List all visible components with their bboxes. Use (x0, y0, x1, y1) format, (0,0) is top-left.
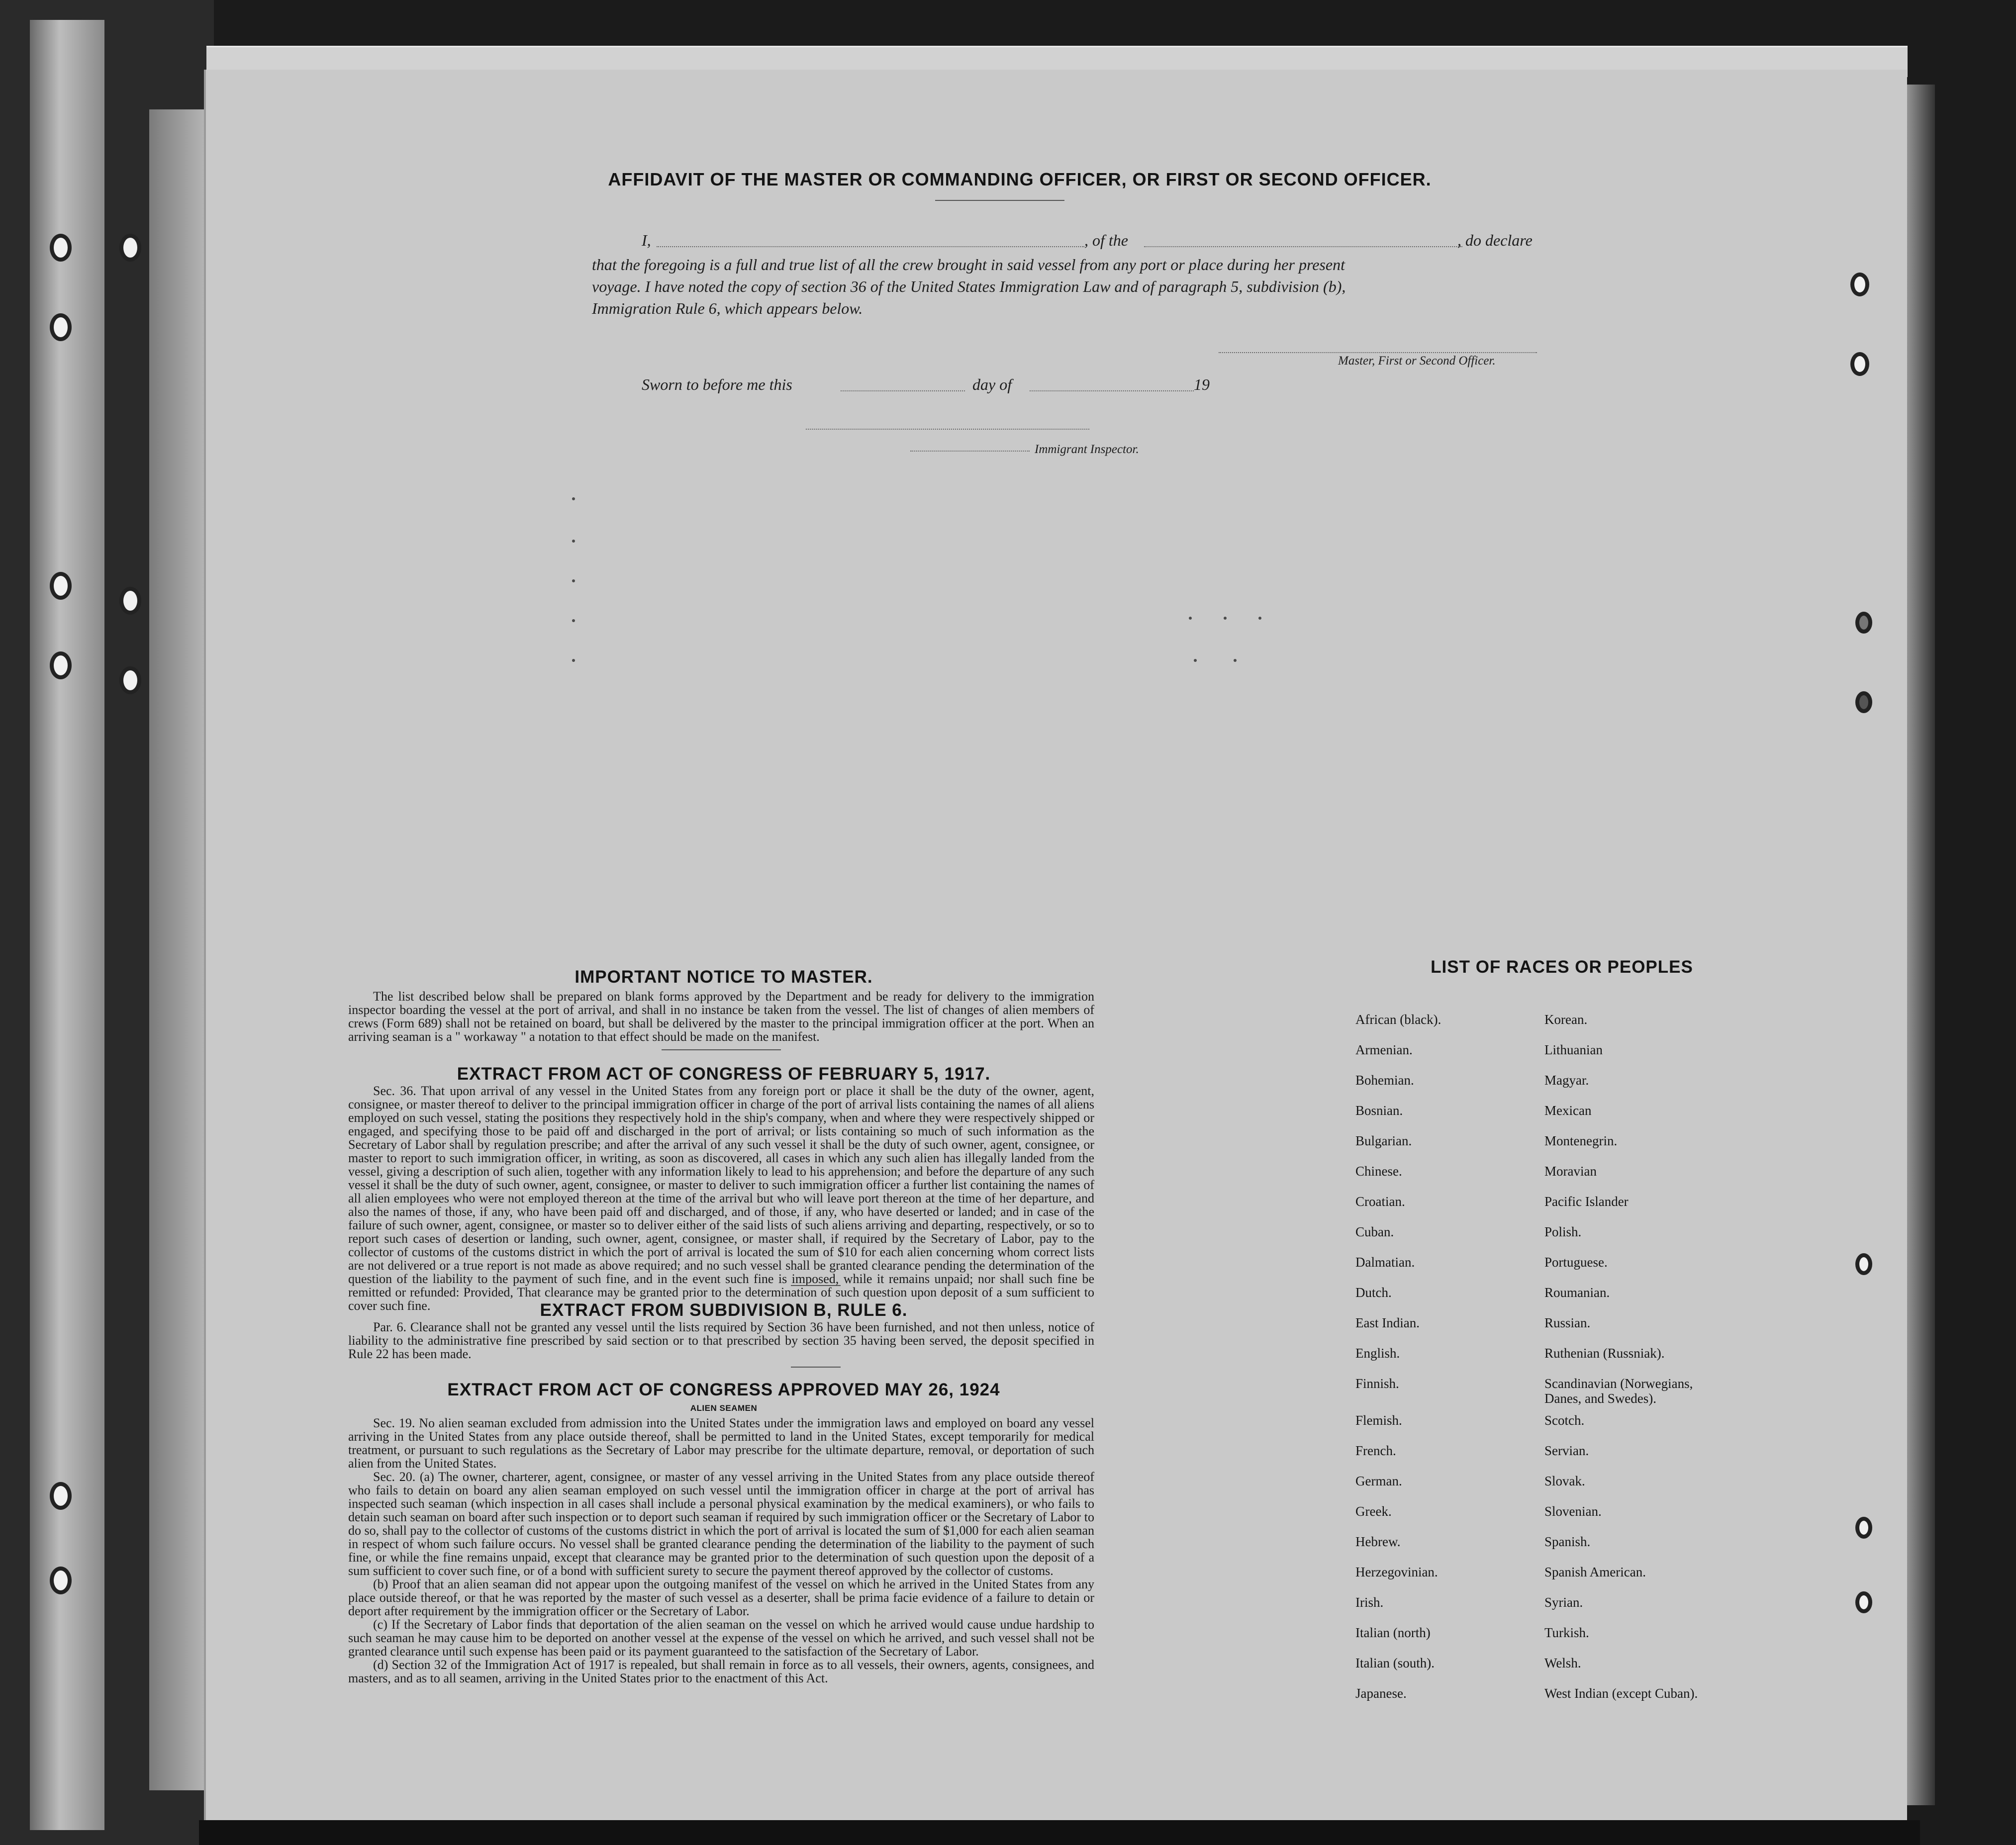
race-item: Korean. (1544, 1012, 1588, 1027)
punch-hole (119, 666, 141, 694)
race-item: Italian (north) (1355, 1625, 1431, 1640)
affiant-i-label: I, (642, 231, 651, 249)
bleed-dot (572, 540, 575, 543)
affidavit-statement (592, 254, 1612, 319)
vessel-name-line[interactable] (1144, 246, 1462, 247)
race-item: Polish. (1544, 1224, 1582, 1239)
race-item: Bulgarian. (1355, 1133, 1412, 1148)
extract-1924-subtitle: ALIEN SEAMEN (690, 1403, 758, 1413)
race-item: East Indian. (1355, 1315, 1420, 1330)
sworn-day-line[interactable] (841, 390, 965, 391)
race-item: Montenegrin. (1544, 1133, 1618, 1148)
race-item: Slovak. (1544, 1474, 1585, 1488)
divider (791, 1285, 841, 1286)
punch-hole (1855, 612, 1872, 634)
race-item: Servian. (1544, 1443, 1589, 1458)
notice-title: IMPORTANT NOTICE TO MASTER. (575, 967, 873, 987)
race-item: Greek. (1355, 1504, 1392, 1519)
punch-hole (50, 1482, 72, 1510)
inspector-signature-line[interactable] (806, 429, 1089, 430)
master-signature-line[interactable] (1219, 352, 1537, 353)
inspector-signature-line-2[interactable] (910, 451, 1030, 452)
races-list-left (1355, 1012, 1520, 1716)
extract-1917-text: Sec. 36. That upon arrival of any vessel in the United States from any foreign port or place it shall be the duty of the owner, agent, consignee, or master thereof to deliver to the principal immigration officer in charge of the port of arrival lists containing the names of all aliens employed on such vessel, stating the positions they respectively hold in the ship's company, when and where they were respectively shipped or engaged, and specifying those to be paid off and discharged in the port of arrival; or lists containing so much of such information as the Secretary of Labor shall by regulation prescribe; and after the arrival of any such vessel it shall be the duty of such owner, agent, consignee, or master to report to such immigration officer, in writing, as soon as discovered, all cases in which any such alien has illegally landed from the vessel, giving a description of such alien, together with any information likely to lead to his apprehension; and before the departure of any such vessel it shall be the duty of such owner, agent, consignee, or master to deliver to such immigration officer a further list containing the names of all alien employees who were not employed thereon at the time of the arrival but who will leave port thereon at the time of her departure, and also the names of those, if any, who have been paid off and discharged, and of those, if any, who have deserted or landed; and in case of the failure of such owner, agent, consignee, or master so to deliver either of the said lists of such aliens arriving and departing, respectively, or so to report such cases of desertion or landing, such owner, agent, consignee, or master shall, if required by the Secretary of Labor, pay to the collector of customs of the customs district in which the port of arrival is located the sum of $10 for each alien concerning whom correct lists are not delivered or a true report is not made as above required; and no such vessel shall be granted clearance pending the determination of the question of the liability to the payment of such fine, and in the event such fine is imposed, while it remains unpaid; nor shall such fine be remitted or refunded: Provided, That clearance may be granted prior to the determination of such question upon deposit of a sum sufficient to cover such fine. (348, 1084, 1094, 1313)
race-item: Pacific Islander (1544, 1194, 1629, 1209)
punch-hole (50, 1567, 72, 1594)
bleed-dot (1258, 617, 1261, 620)
race-item: Scotch. (1544, 1413, 1585, 1428)
punch-hole (1855, 691, 1872, 713)
race-item: Croatian. (1355, 1194, 1405, 1209)
race-item: French. (1355, 1443, 1396, 1458)
extract-1924-title: EXTRACT FROM ACT OF CONGRESS APPROVED MAY 26, 1924 (447, 1380, 1000, 1399)
of-the-label: , of the (1084, 231, 1128, 249)
punch-hole (1855, 1253, 1872, 1275)
page-right-shadow (1905, 85, 1935, 1805)
extract-1924-paragraph: (b) Proof that an alien seaman did not appear upon the outgoing manifest of the vessel on which he arrived in the United States from any place outside thereof, or that he was reported by the master of such vessel as a deserter, shall be prima facie evidence of a failure to detain or deport after requirement by the immigration officer or the Secretary of Labor. (348, 1577, 1094, 1618)
bleed-dot (1234, 659, 1237, 662)
race-item: English. (1355, 1346, 1400, 1361)
punch-hole (50, 572, 72, 600)
divider (791, 1367, 841, 1368)
race-item: Dutch. (1355, 1285, 1392, 1300)
bleed-dot (1194, 659, 1197, 662)
divider (935, 200, 1064, 201)
race-item: Ruthenian (Russniak). (1544, 1346, 1665, 1361)
stacked-page-edges (149, 109, 209, 1790)
punch-hole (50, 234, 72, 262)
races-title: LIST OF RACES OR PEOPLES (1431, 957, 1693, 977)
race-item: Portuguese. (1544, 1255, 1608, 1270)
sworn-month-line[interactable] (1030, 390, 1194, 391)
bleed-dot (572, 497, 575, 500)
extract-rule6-title: EXTRACT FROM SUBDIVISION B, RULE 6. (540, 1300, 908, 1320)
race-item: Spanish. (1544, 1534, 1591, 1549)
page-bottom-shadow (199, 1820, 1920, 1845)
bleed-dot (572, 619, 575, 622)
race-item: Herzegovinian. (1355, 1565, 1438, 1579)
bleed-dot (572, 659, 575, 662)
statement-line: that the foregoing is a full and true list of all the crew brought in said vessel from any port or place during her present (592, 256, 1345, 274)
year-label: 19 (1194, 375, 1210, 393)
affidavit-title: AFFIDAVIT OF THE MASTER OR COMMANDING OFFICER, OR FIRST OR SECOND OFFICER. (608, 169, 1432, 189)
extract-1917-title: EXTRACT FROM ACT OF CONGRESS OF FEBRUARY 5, 1917. (457, 1064, 991, 1084)
race-item: Syrian. (1544, 1595, 1583, 1610)
punch-hole (119, 587, 141, 615)
binder-spine (30, 20, 104, 1830)
race-item: Cuban. (1355, 1224, 1394, 1239)
extract-1924-paragraph: (d) Section 32 of the Immigration Act of 1917 is repealed, but shall remain in force as to all vessels, their owners, agents, consignees, and masters, and as to all seamen, arriving in the United States prior to the enactment of this Act. (348, 1658, 1094, 1685)
race-item: Russian. (1544, 1315, 1591, 1330)
extract-1924-body (348, 1416, 1094, 1685)
race-item: Japanese. (1355, 1686, 1407, 1701)
extract-1924-paragraph: (c) If the Secretary of Labor finds that deportation of the alien seaman on the vessel on which he arrived would cause undue hardship to such seaman he may cause him to be deported on another vessel at the expense of the vessel on which he arrived, and such vessel shall not be granted clearance until such expense has been paid or its payment guaranteed to the satisfaction of the Secretary of Labor. (348, 1617, 1094, 1659)
declare-label: , do declare (1457, 231, 1533, 249)
race-item: Spanish American. (1544, 1565, 1646, 1579)
race-item: Bosnian. (1355, 1103, 1403, 1118)
statement-line: voyage. I have noted the copy of section 36 of the United States Immigration Law and of paragraph 5, subdivision (b), (592, 277, 1346, 295)
race-item: Mexican (1544, 1103, 1592, 1118)
inspector-label: Immigrant Inspector. (1035, 443, 1139, 456)
race-item: Turkish. (1544, 1625, 1589, 1640)
statement-line: Immigration Rule 6, which appears below. (592, 299, 863, 317)
divider (662, 1049, 781, 1050)
race-item: Hebrew. (1355, 1534, 1401, 1549)
extract-1924-paragraph: Sec. 20. (a) The owner, charterer, agent, consignee, or master of any vessel arriving in the United States from any place outside thereof who fails to detain on board any alien seaman employed on such vessel until the immigration officer in charge at the port of arrival has inspected such seaman (which inspection in all cases shall include a personal physical examination by the medical examiners), or who fails to detain such seaman on board after such inspection or to deport such seaman if required by such immigration officer or the Secretary of Labor to do so, shall pay to the collector of customs of the customs district in which the port of arrival is located the sum of $1,000 for each alien seaman in respect of whom such failure occurs. No vessel shall be granted clearance pending the determination of the liability to the payment of such fine, or while the fine remains unpaid, except that clearance may be granted prior to the determination of such question upon the deposit of a sum sufficient to cover such fine, or of a bond with sufficient surety to secure the payment thereof approved by the collector of customs. (348, 1470, 1094, 1578)
race-item: Moravian (1544, 1164, 1597, 1179)
race-item: Bohemian. (1355, 1073, 1414, 1088)
bleed-dot (1189, 617, 1192, 620)
race-item: Welsh. (1544, 1656, 1581, 1670)
sworn-label: Sworn to before me this (642, 375, 792, 393)
extract-1924-paragraph: Sec. 19. No alien seaman excluded from admission into the United States under the immigration laws and employed on board any vessel arriving in the United States from any place outside thereof, shall be permitted to land in the United States, except temporarily for medical treatment, or pursuant to such regulations as the Secretary of Labor may prescribe for the ultimate departure, removal, or deportation of such alien from the United States. (348, 1416, 1094, 1471)
race-item: Flemish. (1355, 1413, 1402, 1428)
race-item: Finnish. (1355, 1376, 1399, 1391)
race-item: German. (1355, 1474, 1402, 1488)
punch-hole (1855, 1517, 1872, 1539)
punch-hole (1855, 1591, 1872, 1613)
punch-hole (1850, 352, 1869, 376)
race-item: West Indian (except Cuban). (1544, 1686, 1698, 1701)
race-item: Roumanian. (1544, 1285, 1610, 1300)
punch-hole (50, 313, 72, 341)
race-item: Scandinavian (Norwegians, Danes, and Swedes). (1544, 1376, 1693, 1406)
bleed-dot (1224, 617, 1227, 620)
race-item: Chinese. (1355, 1164, 1402, 1179)
race-item: Irish. (1355, 1595, 1384, 1610)
race-item: Lithuanian (1544, 1042, 1603, 1057)
day-of-label: day of (972, 375, 1012, 393)
race-item: African (black). (1355, 1012, 1441, 1027)
master-signature-label: Master, First or Second Officer. (1338, 354, 1496, 368)
punch-hole (50, 651, 72, 679)
bleed-dot (572, 579, 575, 582)
affiant-name-line[interactable] (657, 246, 1084, 247)
extract-rule6-text: Par. 6. Clearance shall not be granted any vessel until the lists required by Section 36 have been furnished, and not then unless, notice of liability to the administrative fine prescribed by said section or to that prescribed by section 35 having been served, the deposit specified in Rule 22 has been made. (348, 1320, 1094, 1361)
races-list-right (1544, 1012, 1763, 1716)
race-item: Slovenian. (1544, 1504, 1602, 1519)
race-item: Italian (south). (1355, 1656, 1435, 1670)
race-item: Armenian. (1355, 1042, 1413, 1057)
punch-hole (119, 234, 141, 262)
race-item: Dalmatian. (1355, 1255, 1415, 1270)
notice-text: The list described below shall be prepared on blank forms approved by the Department and be ready for delivery to the immigration inspector boarding the vessel at the port of arrival, and shall in no instance be taken from the vessel. The list of changes of alien members of crews (Form 689) shall not be retained on board, but shall be delivered by the master to the principal immigration officer at the port. When an arriving seaman is a " workaway " a notation to that effect should be made on the manifest. (348, 989, 1094, 1044)
punch-hole (1850, 273, 1869, 296)
race-item: Magyar. (1544, 1073, 1589, 1088)
